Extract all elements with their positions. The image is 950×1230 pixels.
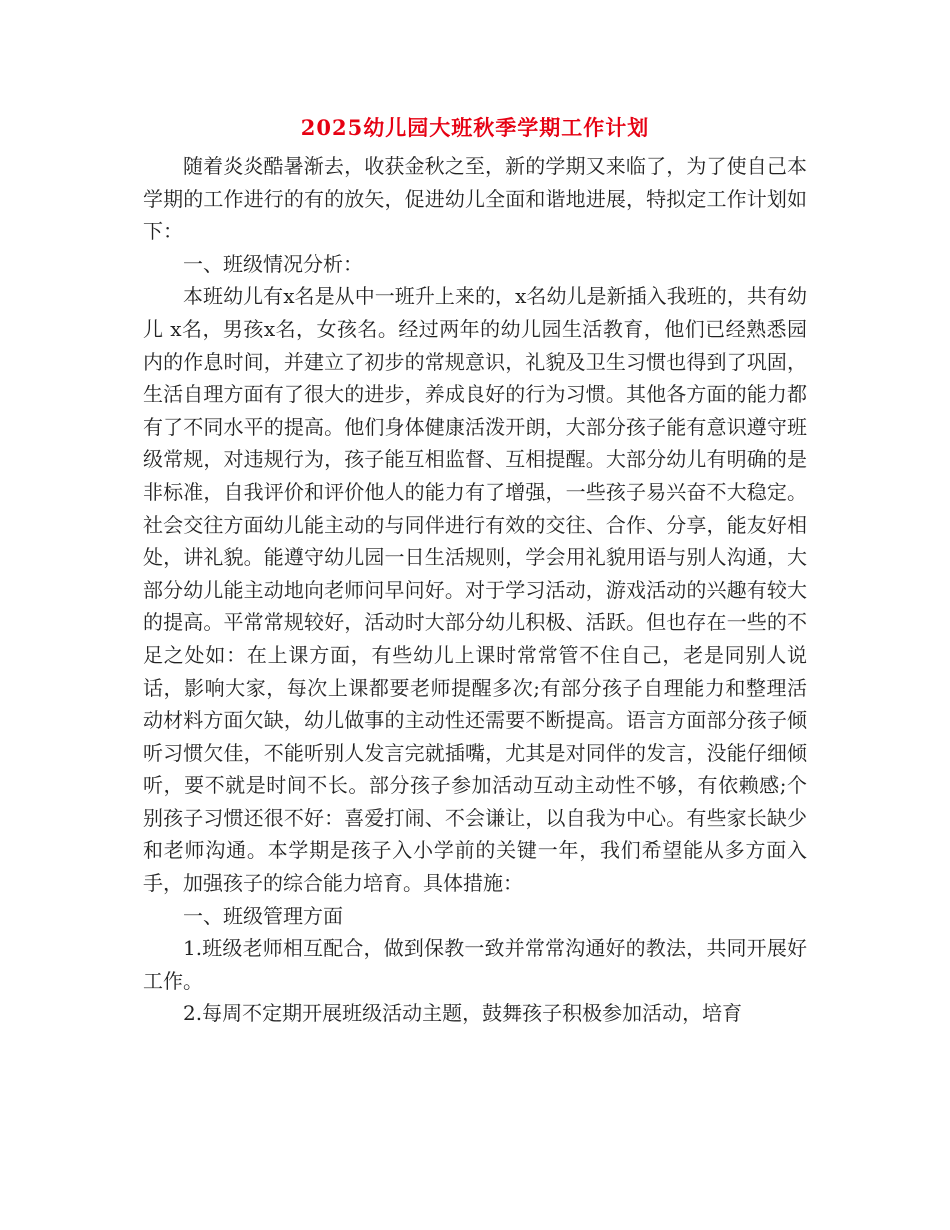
section-heading-class-management: 一、班级管理方面 xyxy=(183,903,343,928)
management-item-1: 1.班级老师相互配合，做到保教一致并常常沟通好的教法，共同开展好工作。 xyxy=(143,936,807,993)
management-item-2: 2.每周不定期开展班级活动主题，鼓舞孩子积极参加活动，培育 xyxy=(183,1001,743,1026)
class-analysis-paragraph: 本班幼儿有x名是从中一班升上来的，x名幼儿是新插入我班的，共有幼儿 x名，男孩x名，女孩名。经过两年的幼儿园生活教育，他们已经熟悉园内的作息时间，并建立了初步的常规意识，礼貌及卫生习惯也得到了巩固，生活自理方面有了很大的进步，养成良好的行为习惯。其他各方面的能力都有了不同水平的提高。他们身体健康活泼开朗，大部分孩子能有意识遵守班级常规，对违规行为，孩子能互相监督、互相提醒。大部分幼儿有明确的是非标准，自我评价和评价他人的能力有了增强，一些孩子易兴奋不大稳定。社会交往方面幼儿能主动的与同伴进行有效的交往、合作、分享，能友好相处，讲礼貌。能遵守幼儿园一日生活规则，学会用礼貌用语与别人沟通，大部分幼儿能主动地向老师问早问好。对于学习活动，游戏活动的兴趣有较大的提高。平常常规较好，活动时大部分幼儿积极、活跃。但也存在一些的不足之处如：在上课方面，有些幼儿上课时常常管不住自己，老是同别人说话，影响大家，每次上课都要老师提醒多次;有部分孩子自理能力和整理活动材料方面欠缺，幼儿做事的主动性还需要不断提高。语言方面部分孩子倾听习惯欠佳，不能听别人发言完就插嘴，尤其是对同伴的发言，没能仔细倾听，要不就是时间不长。部分孩子参加活动互动主动性不够，有依赖感;个别孩子习惯还很不好：喜爱打闹、不会谦让，以自我为中心。有些家长缺少和老师沟通。本学期是孩子入小学前的关键一年，我们希望能从多方面入手，加强孩子的综合能力培育。具体措施： xyxy=(143,284,807,896)
document-title: 2025幼儿园大班秋季学期工作计划 xyxy=(300,115,650,140)
intro-paragraph: 随着炎炎酷暑渐去，收获金秋之至，新的学期又来临了，为了使自己本学期的工作进行的有的放矢，促进幼儿全面和谐地进展，特拟定工作计划如下： xyxy=(143,154,807,244)
document-body xyxy=(143,150,807,1030)
section-heading-class-analysis: 一、班级情况分析： xyxy=(183,251,363,276)
